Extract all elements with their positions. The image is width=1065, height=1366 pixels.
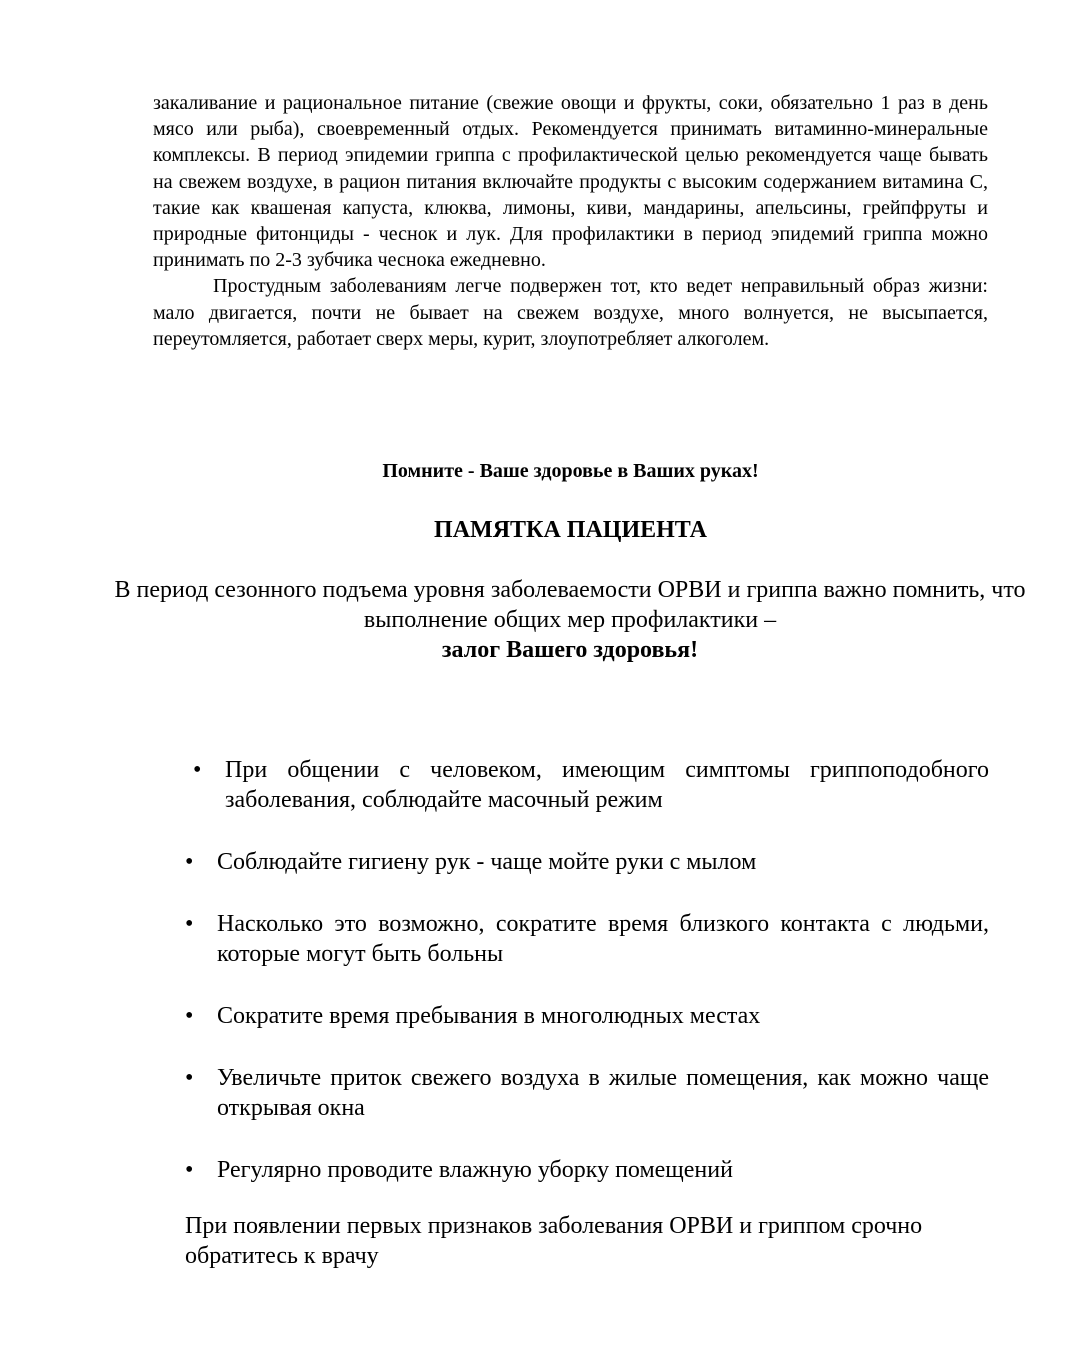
bullet-icon: •	[185, 1157, 194, 1183]
tip-text: При общении с человеком, имеющим симптомы гриппоподобного заболевания, соблюдайте масочный режим	[225, 757, 989, 813]
list-item	[185, 1155, 989, 1185]
bullet-icon: •	[185, 1003, 194, 1029]
prevention-paragraph-lifestyle: Простудным заболеваниям легче подвержен тот, кто ведет неправильный образ жизни: мало двигается, почти не бывает на свежем воздухе, много волнуется, не высыпается, переутомляется, работает сверх меры, курит, злоупотребляет алкоголем.	[153, 275, 988, 350]
list-item	[185, 1001, 989, 1031]
tip-text: Насколько это возможно, сократите время близкого контакта с людьми, которые могут быть больны	[217, 911, 989, 967]
bullet-icon: •	[185, 1065, 194, 1091]
tip-text: Сократите время пребывания в многолюдных местах	[217, 1003, 761, 1029]
tip-text: Увеличьте приток свежего воздуха в жилые помещения, как можно чаще открывая окна	[217, 1065, 989, 1121]
tip-text: Регулярно проводите влажную уборку помещений	[217, 1157, 733, 1183]
health-reminder: Помните - Ваше здоровье в Ваших руках!	[382, 460, 759, 482]
prevention-text	[153, 90, 988, 352]
tips-list	[185, 755, 989, 1217]
list-item	[185, 909, 989, 969]
list-item	[185, 847, 989, 877]
list-item	[185, 755, 989, 815]
tip-text: Соблюдайте гигиену рук - чаще мойте руки с мылом	[217, 849, 757, 875]
prevention-paragraph-nutrition: закаливание и рациональное питание (свежие овощи и фрукты, соки, обязательно 1 раз в день мясо или рыба), своевременный отдых. Рекомендуется принимать витаминно-минеральные комплексы. В период эпидемии гриппа с профилактической целью рекомендуется чаще бывать на свежем воздухе, в рацион питания включайте продукты с высоким содержанием витамина С, такие как квашеная капуста, клюква, лимоны, киви, мандарины, апельсины, грейпфруты и природные фитонциды - чеснок и лук. Для профилактики в период эпидемий гриппа можно принимать по 2-3 зубчика чеснока ежедневно.	[153, 92, 988, 272]
memo-intro-emphasis: залог Вашего здоровья!	[441, 637, 699, 663]
bullet-icon: •	[193, 757, 202, 783]
final-note: При появлении первых признаков заболевания ОРВИ и гриппом срочно обратитесь к врачу	[185, 1213, 923, 1269]
bullet-icon: •	[185, 911, 194, 937]
memo-intro-text: В период сезонного подъема уровня заболеваемости ОРВИ и гриппа важно помнить, что выполнение общих мер профилактики –	[114, 577, 1026, 633]
memo-intro	[110, 575, 1030, 665]
list-item	[185, 1063, 989, 1123]
bullet-icon: •	[185, 849, 194, 875]
memo-title: ПАМЯТКА ПАЦИЕНТА	[434, 517, 707, 543]
